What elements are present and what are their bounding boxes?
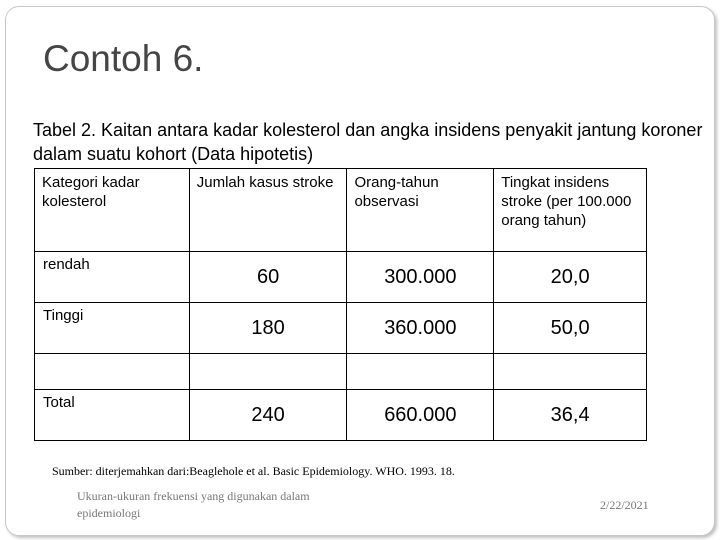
table-row bbox=[35, 252, 647, 303]
table-caption: Tabel 2. Kaitan antara kadar kolesterol dan angka insidens penyakit jantung koroner dalam suatu kohort (Data hipotetis) bbox=[33, 120, 703, 164]
footer-date: 2/22/2021 bbox=[600, 498, 649, 512]
row-label: Tinggi bbox=[35, 303, 190, 354]
table-row-total bbox=[35, 390, 647, 441]
header-cell bbox=[494, 169, 647, 252]
incidence-table bbox=[34, 168, 647, 441]
header-cell bbox=[35, 169, 190, 252]
empty-cell bbox=[35, 354, 190, 390]
footer-text: Ukuran-ukuran frekuensi yang digunakan dalam epidemiologi bbox=[77, 489, 310, 520]
empty-cell bbox=[494, 354, 647, 390]
empty-cell bbox=[347, 354, 494, 390]
slide-title: Contoh 6. bbox=[43, 38, 204, 79]
table-row-empty bbox=[35, 354, 647, 390]
cases-value: 240 bbox=[189, 390, 347, 441]
rate-value: 20,0 bbox=[494, 252, 647, 303]
header-cell bbox=[347, 169, 494, 252]
rate-value: 36,4 bbox=[494, 390, 647, 441]
cases-value: 180 bbox=[189, 303, 347, 354]
person-years-value: 300.000 bbox=[347, 252, 494, 303]
header-kategori: Kategori kadar kolesterol bbox=[42, 174, 140, 210]
header-orang-tahun: Orang-tahun observasi bbox=[354, 174, 439, 210]
cases-value: 60 bbox=[189, 252, 347, 303]
row-label: Total bbox=[35, 390, 190, 441]
empty-cell bbox=[189, 354, 347, 390]
header-jumlah-kasus: Jumlah kasus stroke bbox=[196, 174, 334, 191]
source-note: Sumber: diterjemahkan dari:Beaglehole et al. Basic Epidemiology. WHO. 1993. 18. bbox=[52, 464, 455, 478]
person-years-value: 360.000 bbox=[347, 303, 494, 354]
rate-value: 50,0 bbox=[494, 303, 647, 354]
table-header-row bbox=[35, 169, 647, 252]
header-cell bbox=[189, 169, 347, 252]
row-label: rendah bbox=[35, 252, 190, 303]
header-tingkat-insidens: Tingkat insidens stroke (per 100.000 orang tahun) bbox=[501, 174, 632, 229]
table-row bbox=[35, 303, 647, 354]
person-years-value: 660.000 bbox=[347, 390, 494, 441]
